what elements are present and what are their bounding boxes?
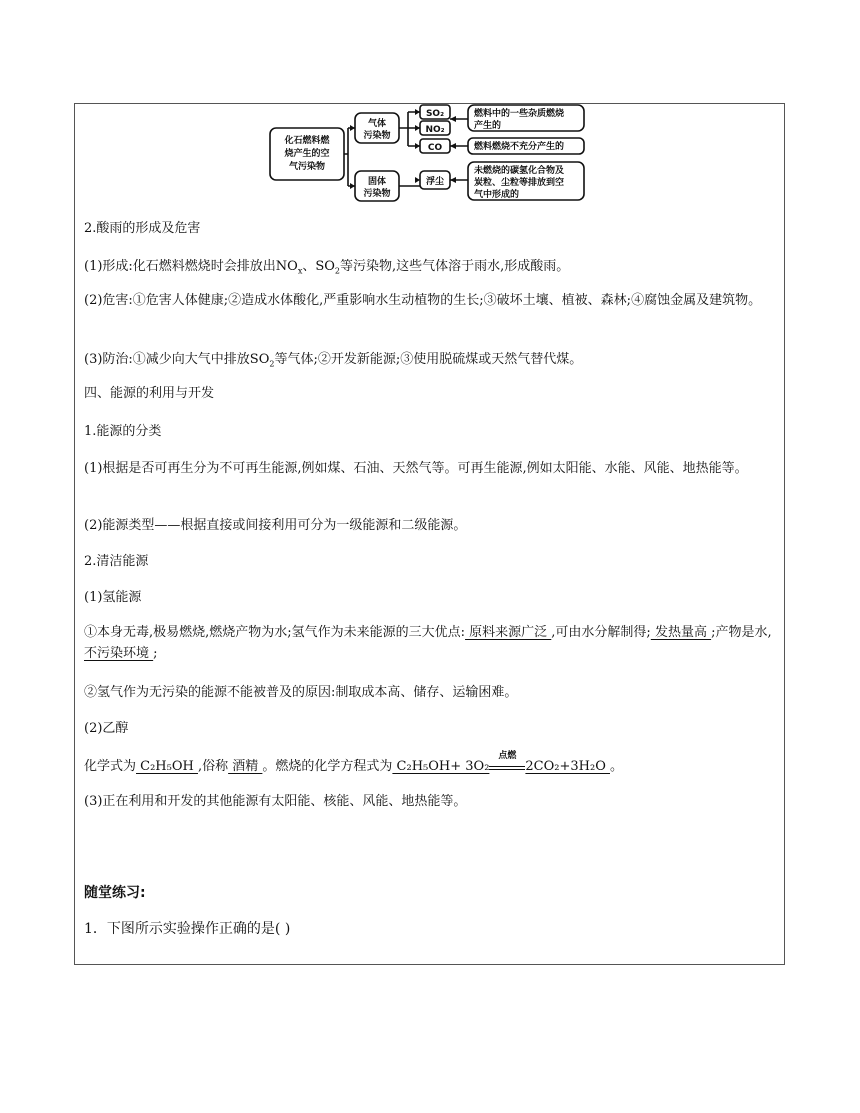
gas-label-2: 污染物 [363, 131, 391, 141]
solid-label-1: 固体 [367, 177, 387, 187]
ethanol-name: 酒精 [228, 759, 263, 774]
note2-label: 燃料燃烧不充分产生的 [474, 142, 565, 152]
heading-clean-energy: 2.清洁能源 [84, 554, 149, 569]
blank-answer-2: 发热量高 [650, 625, 712, 640]
root-line-3: 气污染物 [288, 162, 326, 172]
no2-label: NO₂ [425, 125, 445, 135]
gas-label-1: 气体 [367, 119, 387, 129]
note1-line-2: 产生的 [474, 121, 502, 131]
solid-label-2: 污染物 [363, 189, 391, 199]
ethanol-equation-line: 化学式为 C₂H₅OH ,俗称 酒精 。燃烧的化学方程式为 C₂H₅OH+ 3O₂ 点燃 2CO₂+3H₂O 。 [84, 751, 624, 774]
acid-prevention: (3)防治:①减少向大气中排放$SO_2$等气体;②开发新能源;③使用脱硫煤或天然气替代煤。 [84, 352, 583, 369]
note3-line-2: 炭粒、尘粒等排放到空 [474, 178, 565, 188]
equation-right: 2CO₂+3H₂O [525, 759, 610, 774]
acid-formation: (1)形成:化石燃料燃烧时会排放出$NO_x$、$SO_2$等污染物,这些气体溶于雨水,形成酸雨。 [84, 259, 570, 276]
root-line-1: 化石燃料燃 [284, 136, 330, 146]
heading-ethanol: (2)乙醇 [84, 721, 129, 736]
hydrogen-advantages: ①本身无毒,极易燃烧,燃烧产物为水;氢气作为未来能源的三大优点: 原料来源广泛 ,可由水分解制得; 发热量高 ;产物是水, 不污染环境 ; [84, 625, 772, 661]
root-line-2: 烧产生的空 [284, 149, 330, 159]
acid-harm: (2)危害:①危害人体健康;②造成水体酸化,严重影响水生动植物的生长;③破坏土壤、植被、森林;④腐蚀金属及建筑物。 [84, 293, 762, 308]
note3-line-1: 未燃烧的碳氢化合物及 [474, 166, 565, 176]
equation-condition: 点燃 [489, 757, 525, 770]
co-label: CO [427, 143, 443, 153]
classification-renewable: (1)根据是否可再生分为不可再生能源,例如煤、石油、天然气等。可再生能源,例如太阳能、水能、风能、地热能等。 [84, 461, 748, 476]
heading-hydrogen: (1)氢能源 [84, 590, 142, 605]
pollutant-diagram [268, 103, 590, 203]
pollutant-diagram-svg [268, 103, 590, 203]
ethanol-formula: C₂H₅OH [136, 759, 198, 774]
note1-line-1: 燃料中的一些杂质燃烧 [474, 109, 565, 119]
classification-type: (2)能源类型——根据直接或间接利用可分为一级能源和二级能源。 [84, 518, 467, 533]
heading-acid-rain: 2.酸雨的形成及危害 [84, 221, 201, 236]
hydrogen-reason: ②氢气作为无污染的能源不能被普及的原因:制取成本高、储存、运输困难。 [84, 685, 518, 700]
heading-energy: 四、能源的利用与开发 [84, 386, 215, 401]
so2-label: SO₂ [425, 109, 445, 119]
note3-line-3: 气中形成的 [474, 190, 520, 200]
heading-classification: 1.能源的分类 [84, 424, 162, 439]
blank-answer-3: 不污染环境 [84, 646, 154, 661]
question-1: 1．下图所示实验操作正确的是( ) [84, 921, 291, 937]
equation-left: C₂H₅OH+ 3O₂ [392, 759, 490, 774]
other-energy: (3)正在利用和开发的其他能源有太阳能、核能、风能、地热能等。 [84, 794, 467, 809]
blank-answer-1: 原料来源广泛 [465, 625, 552, 640]
practice-heading: 随堂练习: [84, 885, 146, 901]
dust-label: 浮尘 [425, 177, 445, 187]
